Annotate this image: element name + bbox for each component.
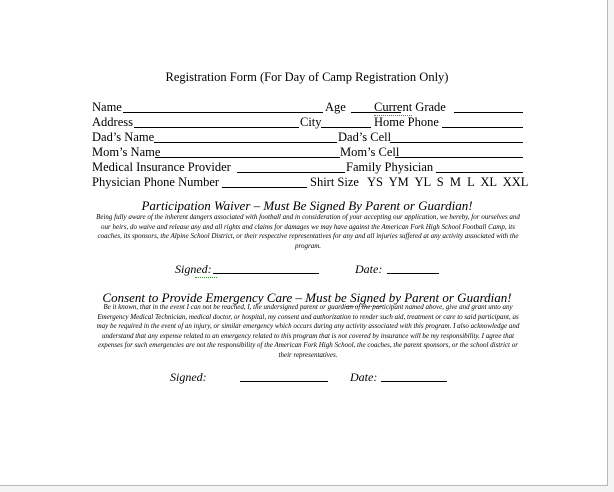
address-label: Address bbox=[92, 115, 133, 129]
spellcheck-underline bbox=[195, 275, 217, 278]
consent-date-label: Date: bbox=[350, 370, 378, 384]
row-mom bbox=[92, 145, 532, 160]
city-line[interactable] bbox=[321, 127, 371, 128]
family-physician-label: Family Physician bbox=[346, 160, 434, 174]
dads-cell-line[interactable] bbox=[390, 142, 523, 143]
consent-heading: Consent to Provide Emergency Care – Must be Signed by Parent or Guardian! bbox=[102, 290, 512, 305]
row-name-age-grade bbox=[92, 100, 532, 115]
city-label: City bbox=[300, 115, 322, 129]
waiver-signature-line[interactable] bbox=[213, 273, 319, 274]
page-margin-bottom bbox=[0, 485, 608, 492]
current-grade-line[interactable] bbox=[454, 112, 523, 113]
waiver-signed-label: Signed: bbox=[175, 262, 212, 276]
physician-phone-label: Physician Phone Number bbox=[92, 175, 220, 189]
shirt-size-label: Shirt Size bbox=[310, 175, 359, 189]
shirt-size-options[interactable]: YS YM YL S M L XL XXL bbox=[367, 175, 529, 189]
name-label: Name bbox=[92, 100, 122, 114]
waiver-heading: Participation Waiver – Must Be Signed By Parent or Guardian! bbox=[141, 198, 473, 213]
row-address-city-phone bbox=[92, 115, 532, 130]
consent-date-line[interactable] bbox=[381, 381, 447, 382]
moms-name-label: Mom’s Name bbox=[92, 145, 161, 159]
family-physician-line[interactable] bbox=[436, 172, 523, 173]
waiver-date-label: Date: bbox=[355, 262, 383, 276]
consent-signed-label: Signed: bbox=[170, 370, 207, 384]
dads-name-line[interactable] bbox=[154, 142, 337, 143]
current-grade-label: Current Grade bbox=[374, 100, 446, 114]
age-label: Age bbox=[325, 100, 346, 114]
medical-insurance-line[interactable] bbox=[237, 172, 345, 173]
dads-cell-label: Dad’s Cell bbox=[338, 130, 392, 144]
moms-cell-line[interactable] bbox=[395, 157, 523, 158]
home-phone-line[interactable] bbox=[442, 127, 523, 128]
medical-insurance-label: Medical Insurance Provider bbox=[92, 160, 231, 174]
form-title: Registration Form (For Day of Camp Registration Only) bbox=[165, 70, 449, 84]
moms-name-line[interactable] bbox=[155, 157, 340, 158]
home-phone-label: Home Phone bbox=[374, 115, 439, 129]
address-line[interactable] bbox=[134, 127, 299, 128]
waiver-text: Being fully aware of the inherent dangers associated with football and in consideration of your accepting our application, we hereby, for ourselves and our heirs, do waive and release any and all rights and claims for damages we may have against the American Fork High School Football Camp, its coaches, its sponsors, the Alpine School District, or their respective representatives for any and all injuries suffered at any activity associated with the program. bbox=[96, 213, 520, 250]
waiver-date-line[interactable] bbox=[387, 273, 439, 274]
row-physician-phone-shirt bbox=[92, 175, 532, 190]
name-line[interactable] bbox=[123, 112, 323, 113]
consent-text: Be it known, that in the event I can not be reached, I, the undersigned parent or guardian of the participant named above, give and grant unto any Emergency Medical Technician, medical doctor, or hospital, my consent and authorization to render such aid, treatment or care to said participant, as may be required in the event of an injury, or similar emergency which occurs during any activity associated with this program. I also acknowledge and understand that any expense related to an emergency related to this program that is not covered by insurance will be my responsibility. I agree that expenses for such emergencies are not the responsibility of the American Fork High School, the coaches, the parent sponsors, or the school district or their representatives. bbox=[96, 303, 520, 359]
row-dad bbox=[92, 130, 532, 145]
row-medical bbox=[92, 160, 532, 175]
consent-signature-line[interactable] bbox=[240, 381, 328, 382]
dads-name-label: Dad’s Name bbox=[92, 130, 155, 144]
physician-phone-line[interactable] bbox=[222, 187, 307, 188]
moms-cell-label: Mom’s Cell bbox=[340, 145, 400, 159]
